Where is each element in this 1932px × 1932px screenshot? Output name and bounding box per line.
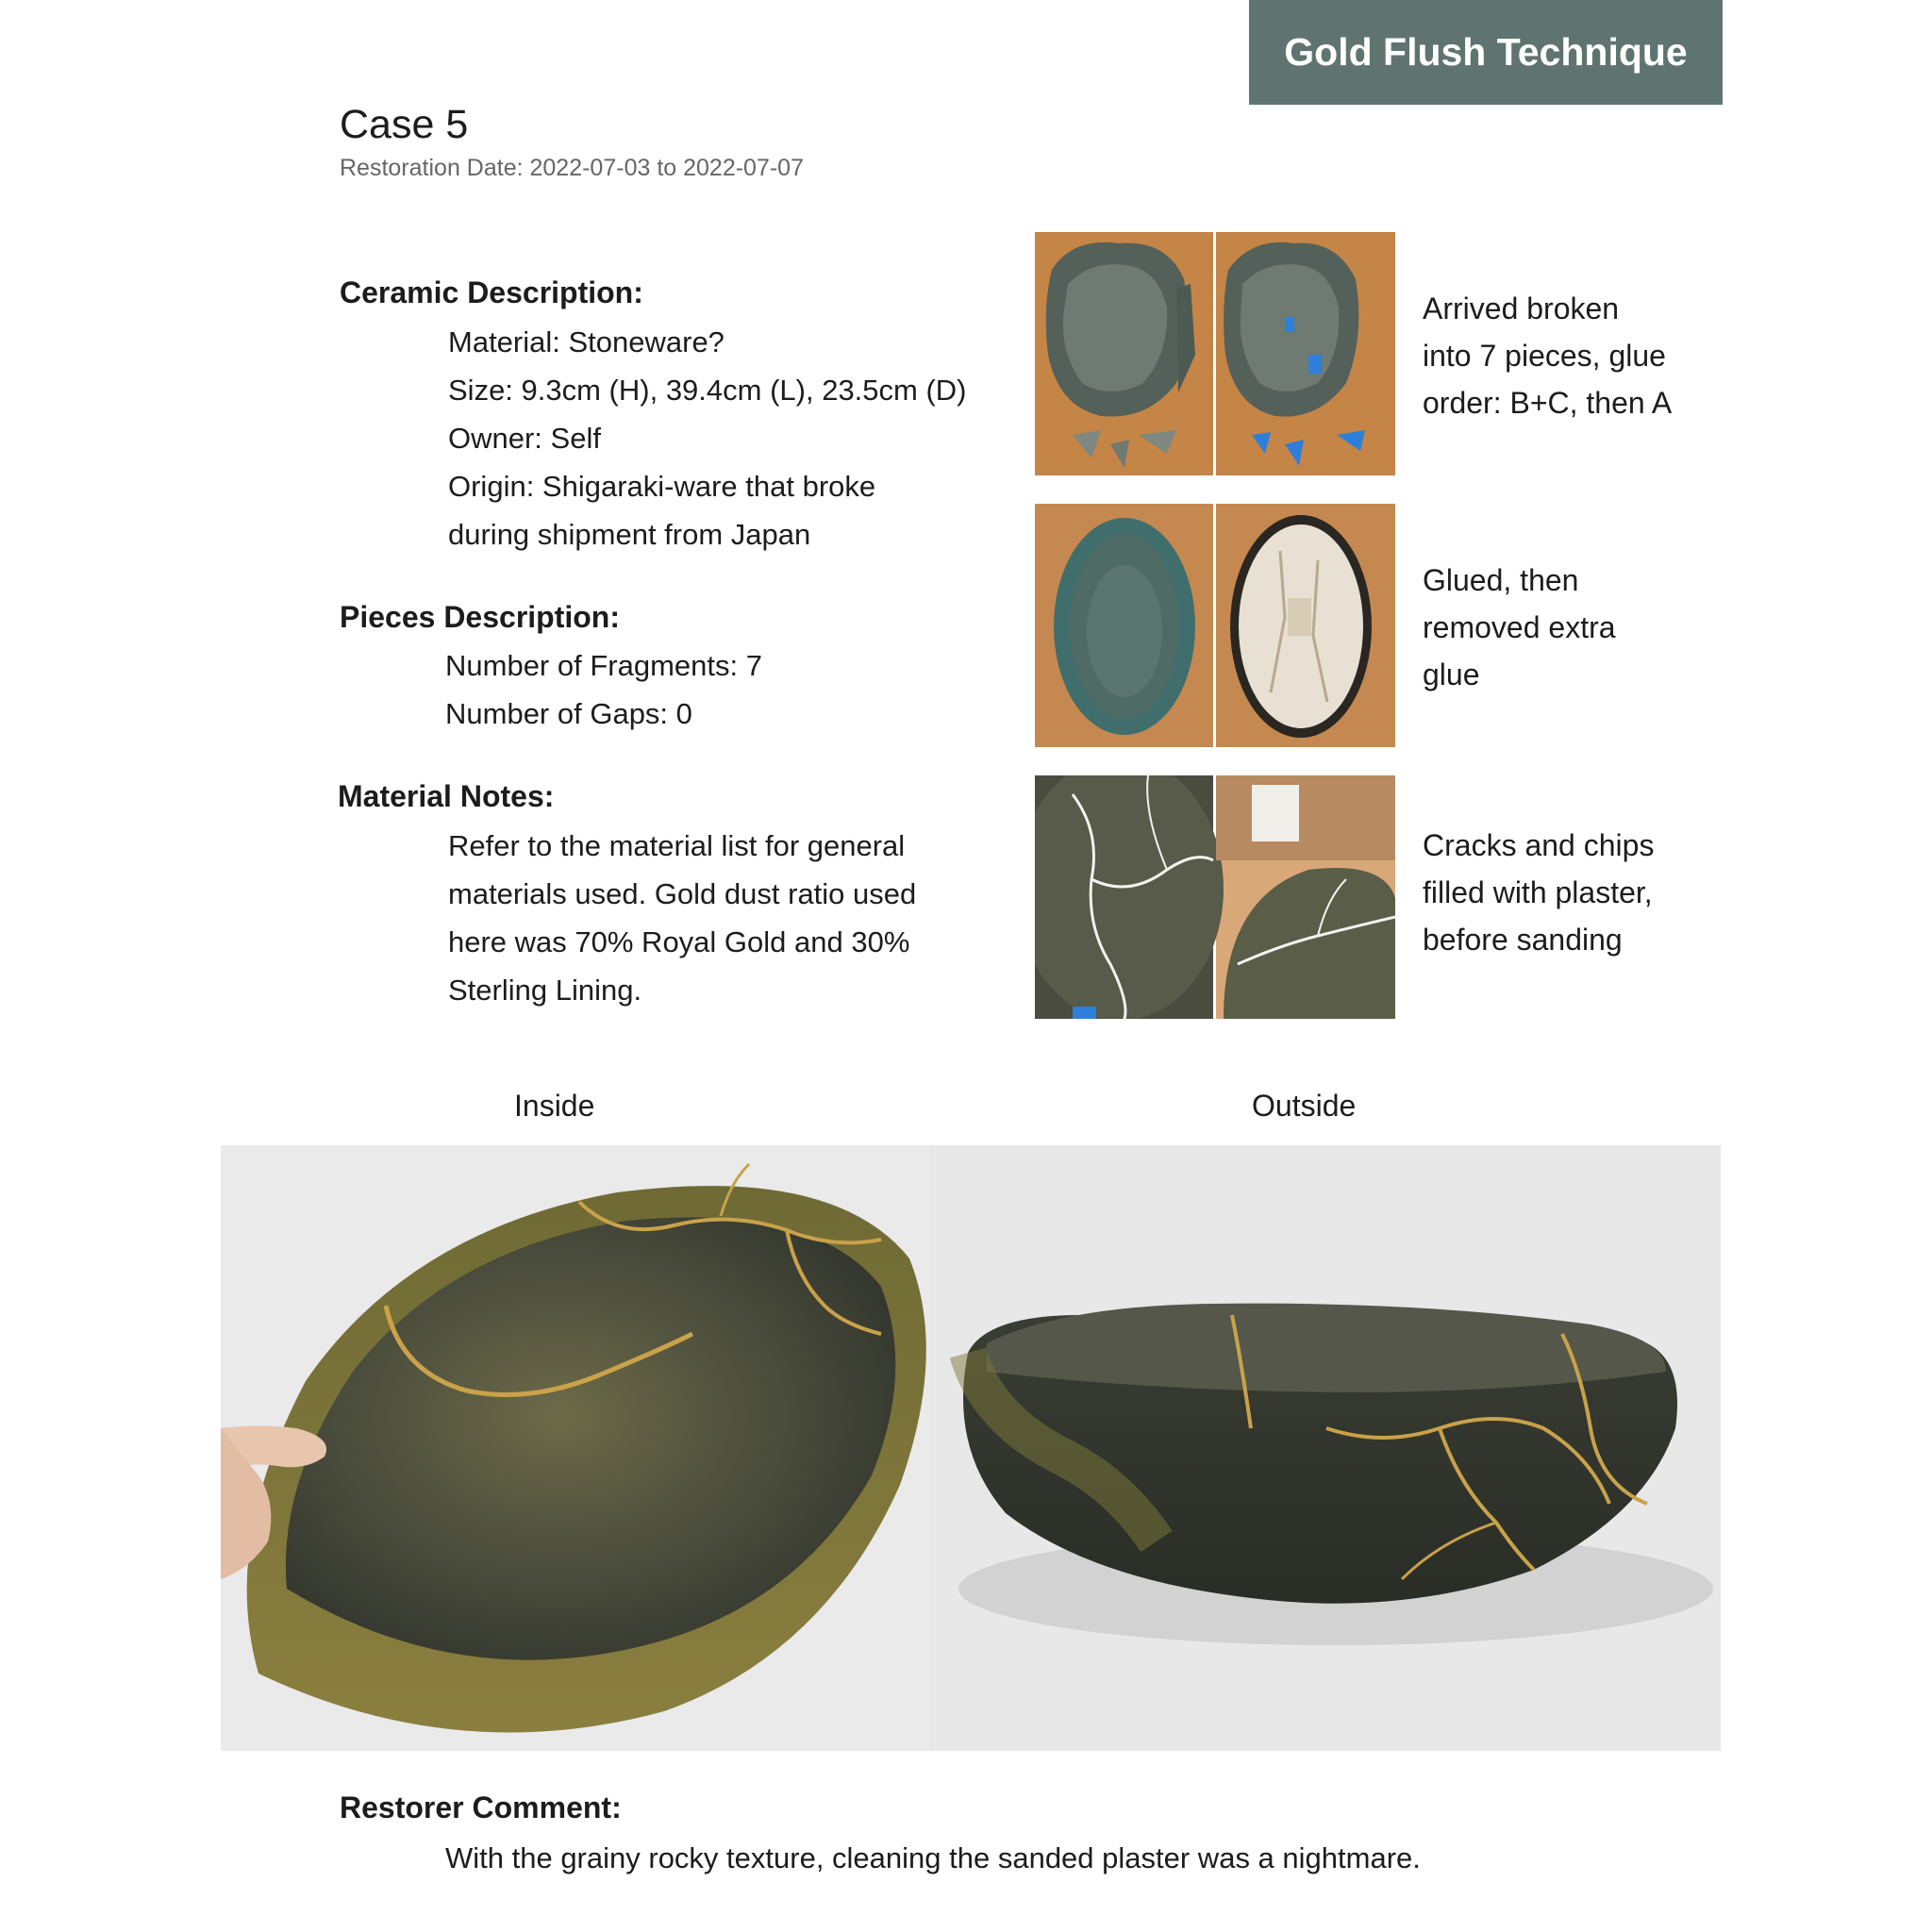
ceramic-owner: Owner: Self xyxy=(448,422,601,455)
step-caption-plaster xyxy=(1423,822,1654,963)
step-caption-line: filled with plaster, xyxy=(1423,875,1653,909)
step-caption-line: order: B+C, then A xyxy=(1423,386,1673,420)
ceramic-description-heading: Ceramic Description: xyxy=(340,275,643,309)
step-caption-line: Glued, then xyxy=(1423,563,1579,597)
restorer-comment-text: With the grainy rocky texture, cleaning the sanded plaster was a nightmare. xyxy=(445,1841,1421,1874)
technique-banner: Gold Flush Technique xyxy=(1249,0,1723,105)
outside-final-photo xyxy=(930,1145,1721,1751)
ceramic-material: Material: Stoneware? xyxy=(448,325,724,358)
outside-label: Outside xyxy=(1252,1089,1357,1123)
step-caption-line: into 7 pieces, glue xyxy=(1423,339,1666,373)
broken-pieces-photo xyxy=(1035,232,1395,475)
ceramic-size: Size: 9.3cm (H), 39.4cm (L), 23.5cm (D) xyxy=(448,374,967,407)
restorer-comment-heading: Restorer Comment: xyxy=(340,1790,622,1824)
material-notes-text xyxy=(448,822,916,1014)
restoration-date: Restoration Date: 2022-07-03 to 2022-07-07 xyxy=(340,155,804,181)
ceramic-origin-continued: during shipment from Japan xyxy=(448,518,811,551)
step-caption-glued xyxy=(1423,557,1616,698)
fragment-count: Number of Fragments: 7 xyxy=(445,649,762,682)
material-notes-line: materials used. Gold dust ratio used xyxy=(448,877,917,910)
step-caption-line: glue xyxy=(1423,658,1480,691)
material-notes-line: Refer to the material list for general xyxy=(448,829,906,862)
gap-count: Number of Gaps: 0 xyxy=(445,697,692,730)
ceramic-description-list xyxy=(448,318,967,558)
step-caption-line: Arrived broken xyxy=(1423,291,1620,325)
step-caption-line: Cracks and chips xyxy=(1423,828,1655,862)
step-caption-line: removed extra xyxy=(1423,610,1616,644)
material-notes-line: here was 70% Royal Gold and 30% xyxy=(448,925,910,958)
step-caption-broken xyxy=(1423,285,1672,426)
case-title: Case 5 xyxy=(340,102,469,147)
glued-photo xyxy=(1035,504,1395,747)
inside-label: Inside xyxy=(514,1089,595,1123)
step-caption-line: before sanding xyxy=(1423,923,1623,957)
ceramic-origin: Origin: Shigaraki-ware that broke xyxy=(448,470,876,503)
material-notes-line: Sterling Lining. xyxy=(448,974,642,1007)
inside-final-photo xyxy=(221,1145,930,1751)
pieces-description-list xyxy=(445,641,762,738)
pieces-description-heading: Pieces Description: xyxy=(340,600,620,634)
material-notes-heading: Material Notes: xyxy=(338,779,555,813)
plaster-filled-photo xyxy=(1035,775,1395,1019)
